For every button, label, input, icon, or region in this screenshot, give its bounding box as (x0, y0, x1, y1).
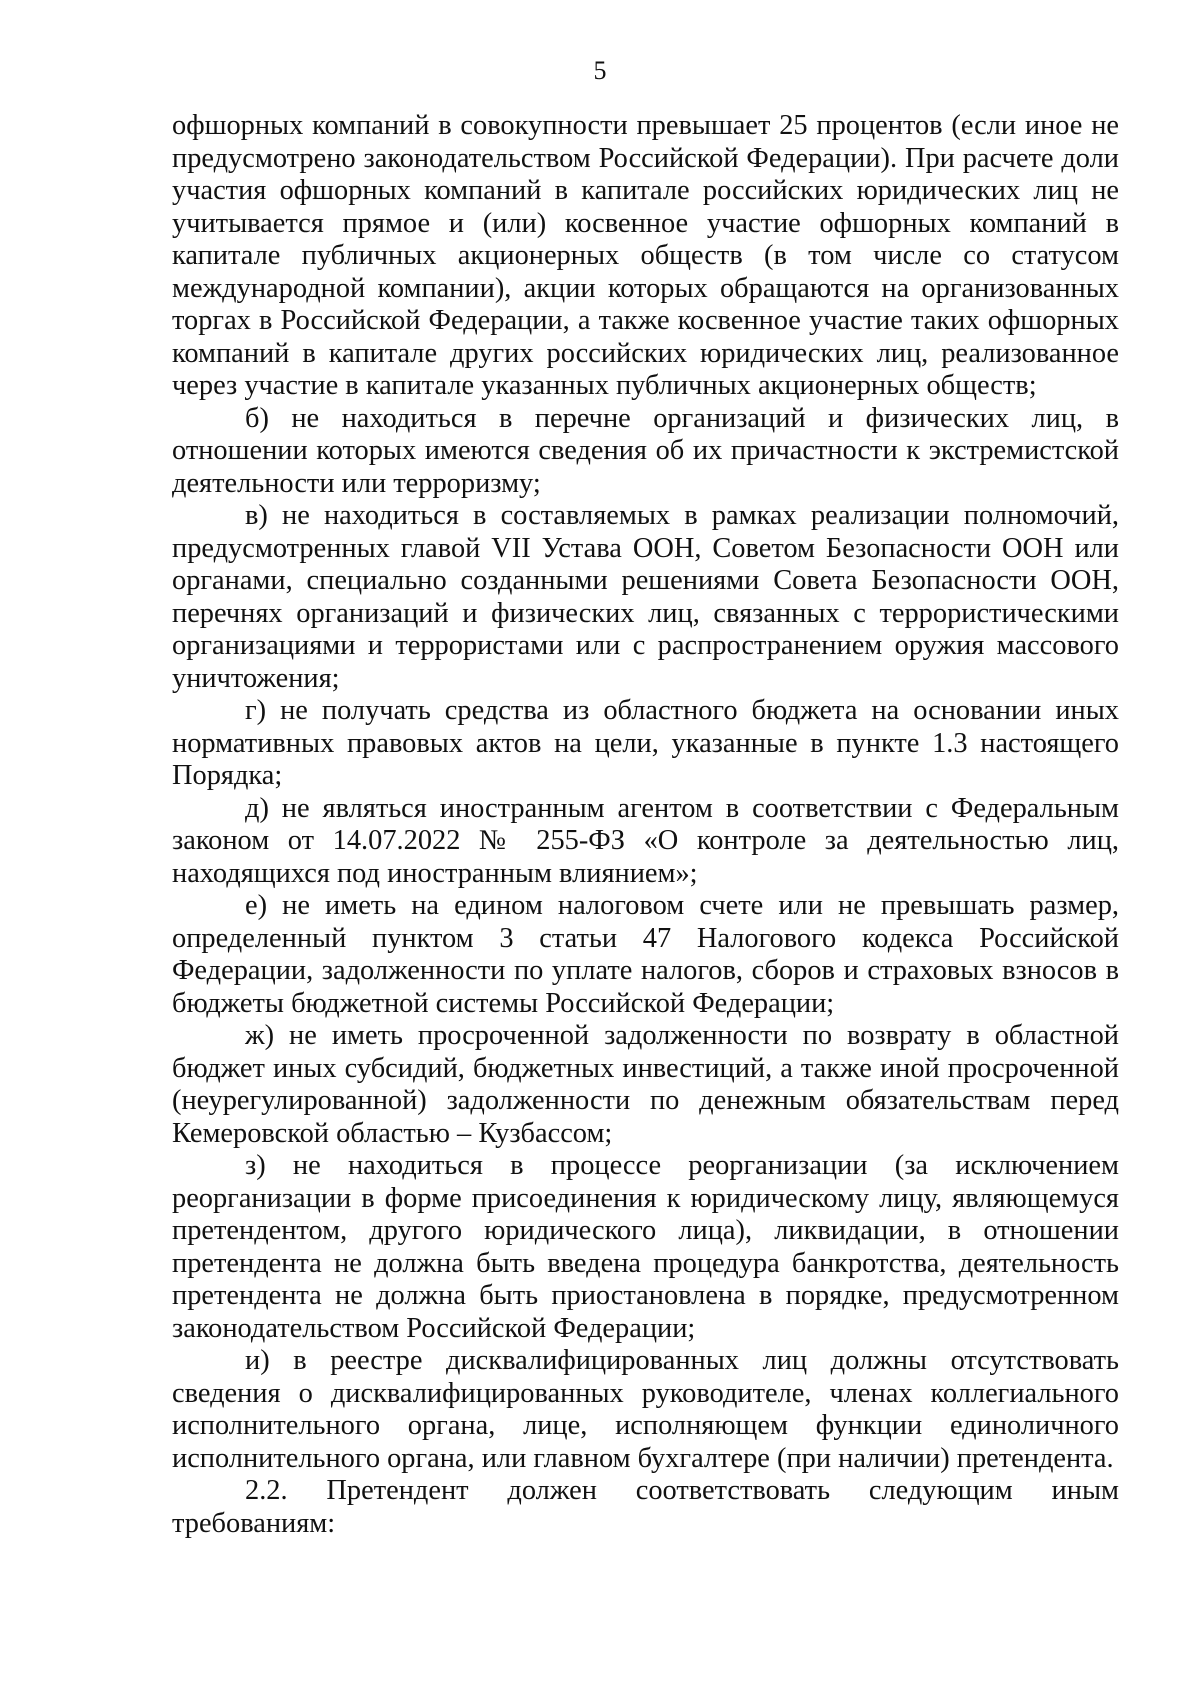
paragraph-continuation: офшорных компаний в совокупности превышает 25 процентов (если иное не предусмотрено законодательством Российской Федерации). При расчете доли участия офшорных компаний в капитале российских юридических лиц не учитывается прямое и (или) косвенное участие офшорных компаний в капитале публичных акционерных обществ (в том числе со статусом международной компании), акции которых обращаются на организованных торгах в Российской Федерации, а также косвенное участие таких офшорных компаний в капитале других российских юридических лиц, реализованное через участие в капитале указанных публичных акционерных обществ; (172, 110, 1119, 401)
paragraph-item-i: и) в реестре дисквалифицированных лиц должны отсутствовать сведения о дисквалифицированных руководителе, членах коллегиального исполнительного органа, лице, исполняющем функции единоличного исполнительного органа, или главном бухгалтере (при наличии) претендента. (172, 1345, 1119, 1474)
document-body (172, 110, 1119, 1540)
paragraph-item-e: е) не иметь на едином налоговом счете или не превышать размер, определенный пунктом 3 статьи 47 Налогового кодекса Российской Федерации, задолженности по уплате налогов, сборов и страховых взносов в бюджеты бюджетной системы Российской Федерации; (172, 890, 1119, 1019)
paragraph-item-z: з) не находиться в процессе реорганизации (за исключением реорганизации в форме присоединения к юридическому лицу, являющемуся претендентом, другого юридического лица), ликвидации, в отношении претендента не должна быть введена процедура банкротства, деятельность претендента не должна быть приостановлена в порядке, предусмотренном законодательством Российской Федерации; (172, 1150, 1119, 1344)
paragraph-item-b: б) не находиться в перечне организаций и физических лиц, в отношении которых имеются сведения об их причастности к экстремистской деятельности или терроризму; (172, 402, 1119, 499)
page-number: 5 (593, 56, 607, 85)
paragraph-item-v: в) не находиться в составляемых в рамках реализации полномочий, предусмотренных главой VII Устава ООН, Советом Безопасности ООН или органами, специально созданными решениями Совета Безопасности ООН, перечнях организаций и физических лиц, связанных с террористическими организациями и террористами или с распространением оружия массового уничтожения; (172, 500, 1119, 694)
paragraph-section-2-2: 2.2. Претендент должен соответствовать следующим иным требованиям: (172, 1475, 1119, 1539)
paragraph-item-d: д) не являться иностранным агентом в соответствии с Федеральным законом от 14.07.2022 № 255-ФЗ «О контроле за деятельностью лиц, находящихся под иностранным влиянием»; (172, 792, 1119, 889)
paragraph-item-g: г) не получать средства из областного бюджета на основании иных нормативных правовых актов на цели, указанные в пункте 1.3 настоящего Порядка; (172, 695, 1119, 791)
paragraph-item-zh: ж) не иметь просроченной задолженности по возврату в областной бюджет иных субсидий, бюджетных инвестиций, а также иной просроченной (неурегулированной) задолженности по денежным обязательствам перед Кемеровской областью – Кузбассом; (172, 1020, 1119, 1149)
